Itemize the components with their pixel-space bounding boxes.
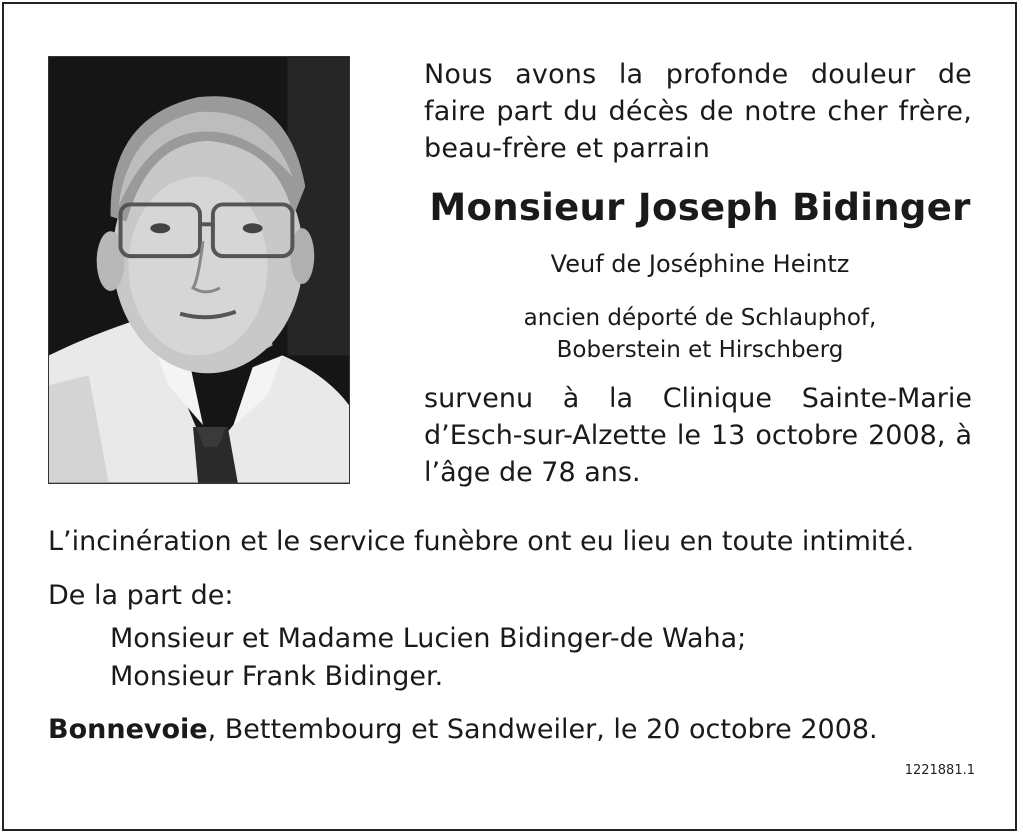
portrait-photo: [48, 56, 350, 484]
family-member: Monsieur et Madame Lucien Bidinger-de Waha;: [110, 623, 747, 654]
reference-number: 1221881.1: [904, 763, 975, 778]
deportation-line-1: ancien déporté de Schlauphof,: [523, 305, 877, 331]
deportation-line-2: Boberstein et Hirschberg: [556, 337, 844, 363]
deceased-name: Monsieur Joseph Bidinger: [429, 186, 971, 229]
place-date-line: [48, 714, 988, 745]
death-details: survenu à la Clinique Sainte-Marie d’Esch-sur-Alzette le 13 octobre 2008, à l’âge de 78 ans.: [424, 383, 972, 488]
deportation-note: [400, 302, 1000, 366]
announcement-intro: Nous avons la profonde douleur de faire part du décès de notre cher frère, beau-frère et parrain: [424, 59, 972, 164]
place-bold: Bonnevoie: [48, 714, 208, 745]
place-rest: , Bettembourg et Sandweiler, le 20 octobre 2008.: [207, 714, 878, 745]
family-member: Monsieur Frank Bidinger.: [110, 661, 444, 692]
widow-of-line: Veuf de Joséphine Heintz: [550, 250, 850, 278]
ceremony-note: L’incinération et le service funèbre ont eu lieu en toute intimité.: [48, 526, 915, 557]
from-label: De la part de:: [48, 580, 234, 611]
family-list: [110, 620, 746, 696]
